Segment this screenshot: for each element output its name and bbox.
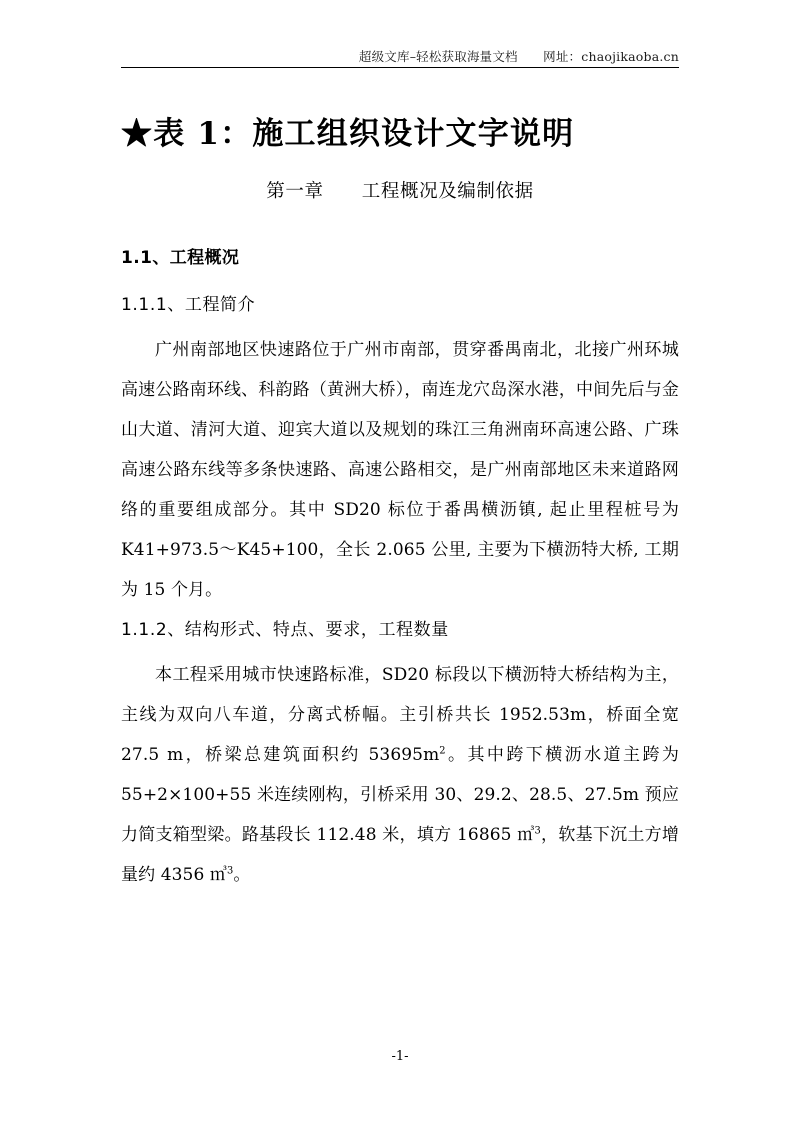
section-heading-1-1: 1.1、工程概况 (121, 248, 240, 268)
header-watermark-text: 超级文库–轻松获取海量文档 网址：chaojikaoba.cn (358, 49, 679, 64)
paragraph-part-1: 本工程采用城市快速路标准，SD20 标段以下横沥特大桥结构为主，主线为双向八车道，分离式桥幅。主引桥共长 1952.53m，桥面全宽 27.5 m，桥梁总建筑面积约 53695m (121, 665, 679, 765)
paragraph-structure-quantities (121, 655, 679, 895)
page-footer-number: -1- (391, 1049, 409, 1064)
document-body (121, 246, 679, 895)
paragraph-part-4: 。 (233, 865, 251, 885)
paragraph-part-3: ，软基下沉土方增量约 4356 ㎥ (121, 825, 679, 885)
superscript-cubic-meter-soft-base: 3 (226, 865, 234, 877)
section-heading-1-1-2: 1.1.2、结构形式、特点、要求，工程数量 (121, 620, 449, 640)
header-divider-rule (121, 67, 679, 68)
chapter-heading: 第一章 工程概况及编制依据 (266, 181, 534, 202)
superscript-cubic-meter-fill: 3 (534, 825, 541, 837)
section-heading-1-1-1: 1.1.1、工程简介 (121, 295, 256, 315)
page-title: ★表 1：施工组织设计文字说明 (121, 116, 575, 152)
paragraph-project-intro: 广州南部地区快速路位于广州市南部，贯穿番禺南北，北接广州环城高速公路南环线、科韵路（黄洲大桥），南连龙穴岛深水港，中间先后与金山大道、清河大道、迎宾大道以及规划的珠江三角洲南环高速公路、广珠高速公路东线等多条快速路、高速公路相交，是广州南部地区未来道路网络的重要组成部分。其中 SD20 标位于番禺横沥镇, 起止里程桩号为 K41+973.5～K45+100，全长 2.065 公里, 主要为下横沥特大桥, 工期为 15 个月。 (121, 340, 679, 600)
superscript-square-meter: 2 (439, 745, 446, 757)
paragraph-part-2: 。其中跨下横沥水道主跨为 55+2×100+55 米连续刚构，引桥采用 30、29.2、28.5、27.5m 预应力简支箱型梁。路基段长 112.48 米，填方 16865 ㎥ (121, 745, 679, 845)
page-header (121, 48, 679, 68)
